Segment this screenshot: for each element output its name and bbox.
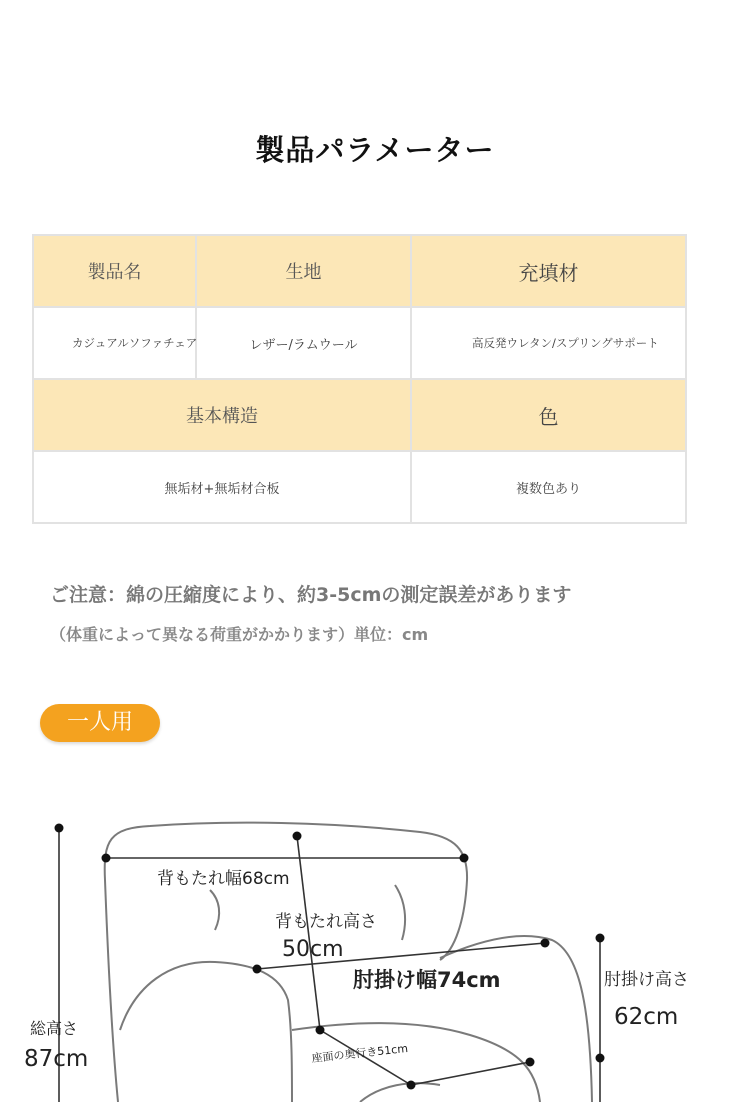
page-title: 製品パラメーター xyxy=(255,133,495,167)
endpoint-marker xyxy=(55,824,64,833)
armrest-width-label: 肘掛け幅74cm xyxy=(353,968,501,992)
header-color: 色 xyxy=(411,379,686,451)
endpoint-marker xyxy=(293,832,302,841)
endpoint-marker xyxy=(316,1026,325,1035)
backrest-height-label: 背もたれ高さ xyxy=(275,912,377,932)
backrest-width-label: 背もたれ幅68cm xyxy=(157,869,290,889)
measurement-note: ご注意：綿の圧縮度により、約3-5cmの測定誤差があります xyxy=(50,584,572,606)
endpoint-marker xyxy=(102,854,111,863)
header-structure: 基本構造 xyxy=(33,379,411,451)
value-product-name: カジュアルソファチェア xyxy=(33,307,196,379)
endpoint-marker xyxy=(541,939,550,948)
endpoint-marker xyxy=(526,1058,535,1067)
single-seat-badge: 一人用 xyxy=(40,704,160,742)
value-fabric: レザー/ラムウール xyxy=(196,307,411,379)
total-height-value: 87cm xyxy=(24,1046,89,1072)
endpoint-marker xyxy=(460,854,469,863)
total-height-label: 総高さ xyxy=(30,1019,79,1038)
endpoint-marker xyxy=(253,965,262,974)
header-fabric: 生地 xyxy=(196,235,411,307)
armrest-height-value: 62cm xyxy=(614,1004,679,1030)
unit-note: （体重によって異なる荷重がかかります）単位：cm xyxy=(50,625,429,644)
header-product-name: 製品名 xyxy=(33,235,196,307)
header-filling: 充填材 xyxy=(411,235,686,307)
endpoint-marker xyxy=(596,934,605,943)
seat-depth-label: 座面の奥行き51cm xyxy=(310,1041,409,1065)
value-structure: 無垢材+無垢材合板 xyxy=(33,451,411,523)
endpoint-marker xyxy=(407,1081,416,1090)
value-filling: 高反発ウレタン/スプリングサポート xyxy=(411,307,686,379)
endpoint-marker xyxy=(596,1054,605,1063)
backrest-height-value: 50cm xyxy=(282,937,344,962)
value-color: 複数色あり xyxy=(411,451,686,523)
armrest-height-label: 肘掛け高さ xyxy=(604,970,689,990)
